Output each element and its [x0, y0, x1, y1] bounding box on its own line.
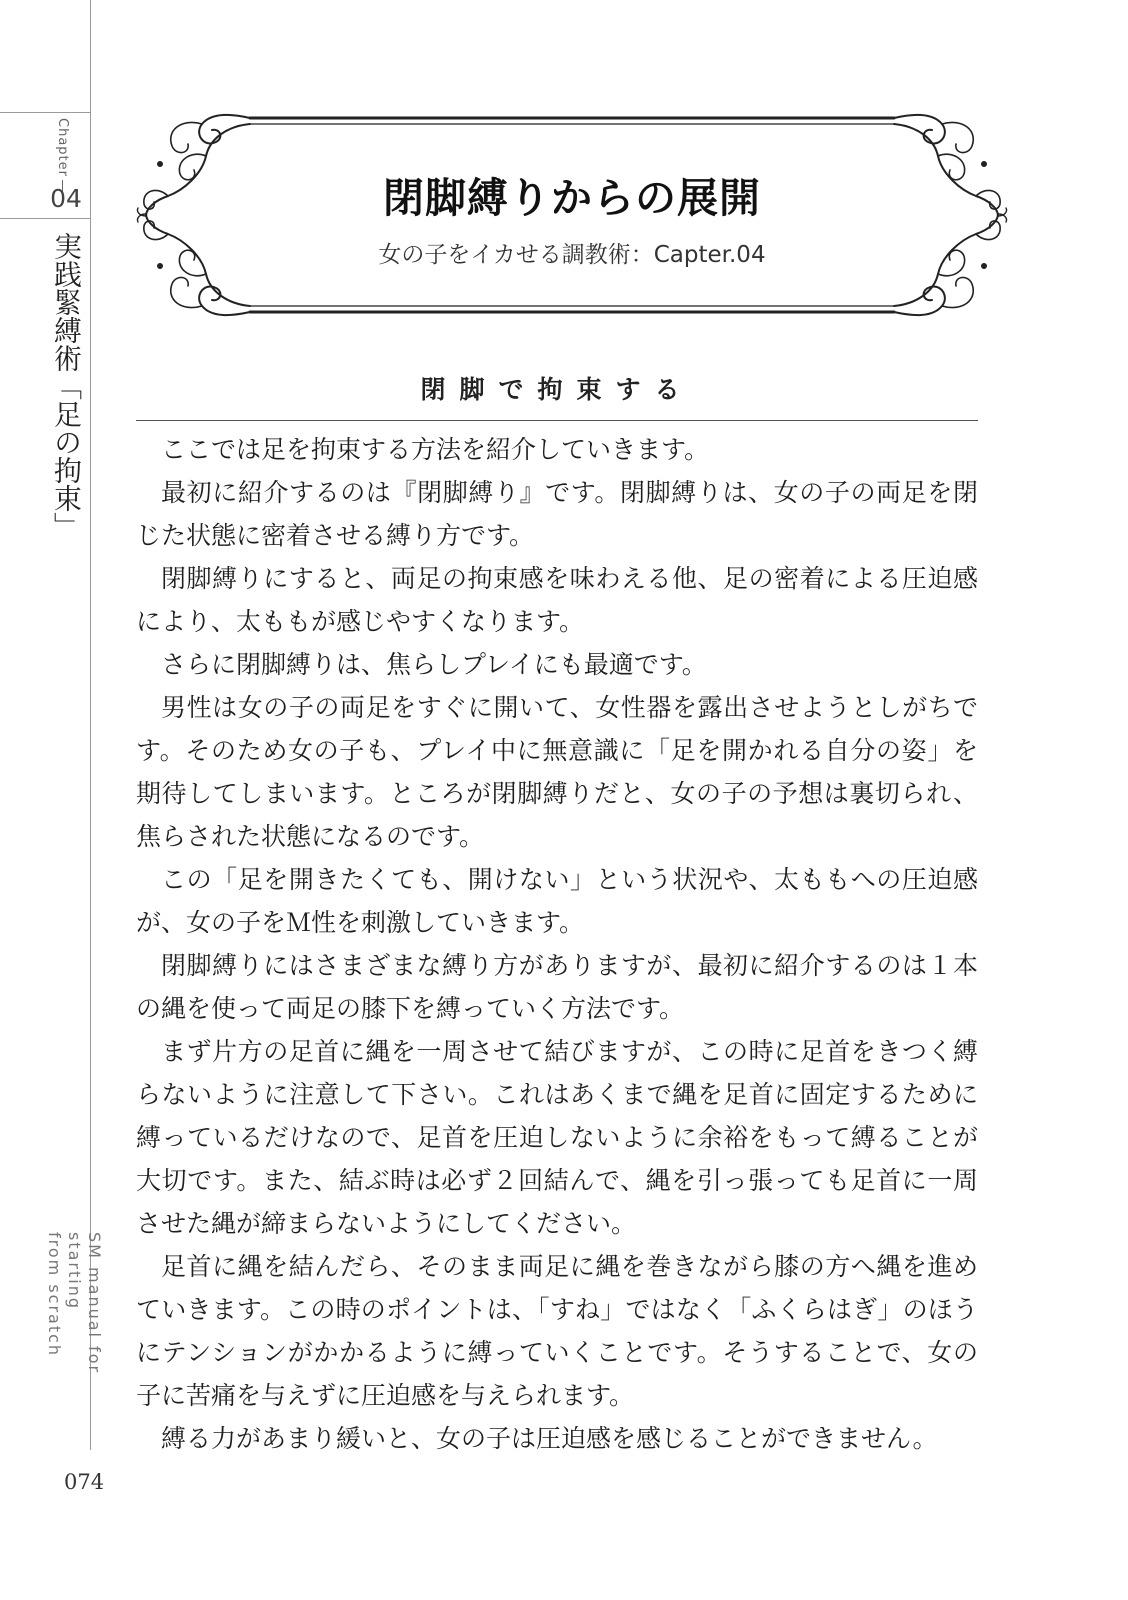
english-caption-line2: from scratch — [45, 1232, 64, 1358]
paragraph: 閉脚縛りにすると、両足の拘束感を味わえる他、足の密着による圧迫感により、太ももが感じやすくなります。 — [136, 564, 978, 636]
page-title: 閉脚縛りからの展開 — [383, 174, 761, 222]
paragraph: ここでは足を拘束する方法を紹介していきます。 — [161, 435, 710, 464]
english-caption-line1: SM manual for starting — [65, 1232, 104, 1375]
rail-divider-bottom — [0, 218, 90, 219]
paragraph: この「足を開きたくても、開けない」という状況や、太ももへの圧迫感が、女の子をＭ性を刺激していきます。 — [136, 865, 978, 937]
paragraph: 男性は女の子の両足をすぐに開いて、女性器を露出させようとしがちです。そのため女の子も、プレイ中に無意識に「足を開かれる自分の姿」を期待してしまいます。ところが閉脚縛りだと、女の子の予想は裏切られ、焦らされた状態になるのです。 — [136, 693, 978, 851]
sidebar-english-caption — [44, 1232, 104, 1452]
chapter-number: 04 — [50, 184, 82, 213]
paragraph: まず片方の足首に縄を一周させて結びますが、この時に足首をきつく縛らないように注意して下さい。これはあくまで縄を足首に固定するために縛っているだけなので、足首を圧迫しないように余裕をもって縛ることが大切です。また、結ぶ時は必ず２回結んで、縄を引っ張っても足首に一周させた縄が締まらないようにしてください。 — [136, 1037, 978, 1238]
chapter-label: Chapter — [55, 118, 70, 177]
page-number: 074 — [64, 1470, 105, 1494]
rail-divider-top — [0, 112, 90, 113]
paragraph: 縛る力があまり緩いと、女の子は圧迫感を感じることができません。 — [161, 1424, 938, 1453]
section-heading: 閉脚で拘束する — [420, 375, 694, 404]
page-subtitle: 女の子をイカせる調教術：Capter.04 — [378, 242, 766, 268]
section-divider — [136, 420, 978, 421]
body-text — [136, 428, 978, 1460]
paragraph: 足首に縄を結んだら、そのまま両足に縄を巻きながら膝の方へ縄を進めていきます。この時のポイントは、「すね」ではなく「ふくらはぎ」のほうにテンションがかかるように縛っていくことです。そうすることで、女の子に苦痛を与えずに圧迫感を与えられます。 — [136, 1252, 978, 1410]
paragraph: さらに閉脚縛りは、焦らしプレイにも最適です。 — [161, 650, 707, 679]
paragraph: 閉脚縛りにはさまざまな縛り方がありますが、最初に紹介するのは１本の縄を使って両足の膝下を縛っていく方法です。 — [136, 951, 978, 1023]
sidebar-chapter-title: 実践緊縛術「足の拘束」 — [50, 232, 83, 540]
paragraph: 最初に紹介するのは『閉脚縛り』です。閉脚縛りは、女の子の両足を閉じた状態に密着させる縛り方です。 — [136, 478, 978, 550]
